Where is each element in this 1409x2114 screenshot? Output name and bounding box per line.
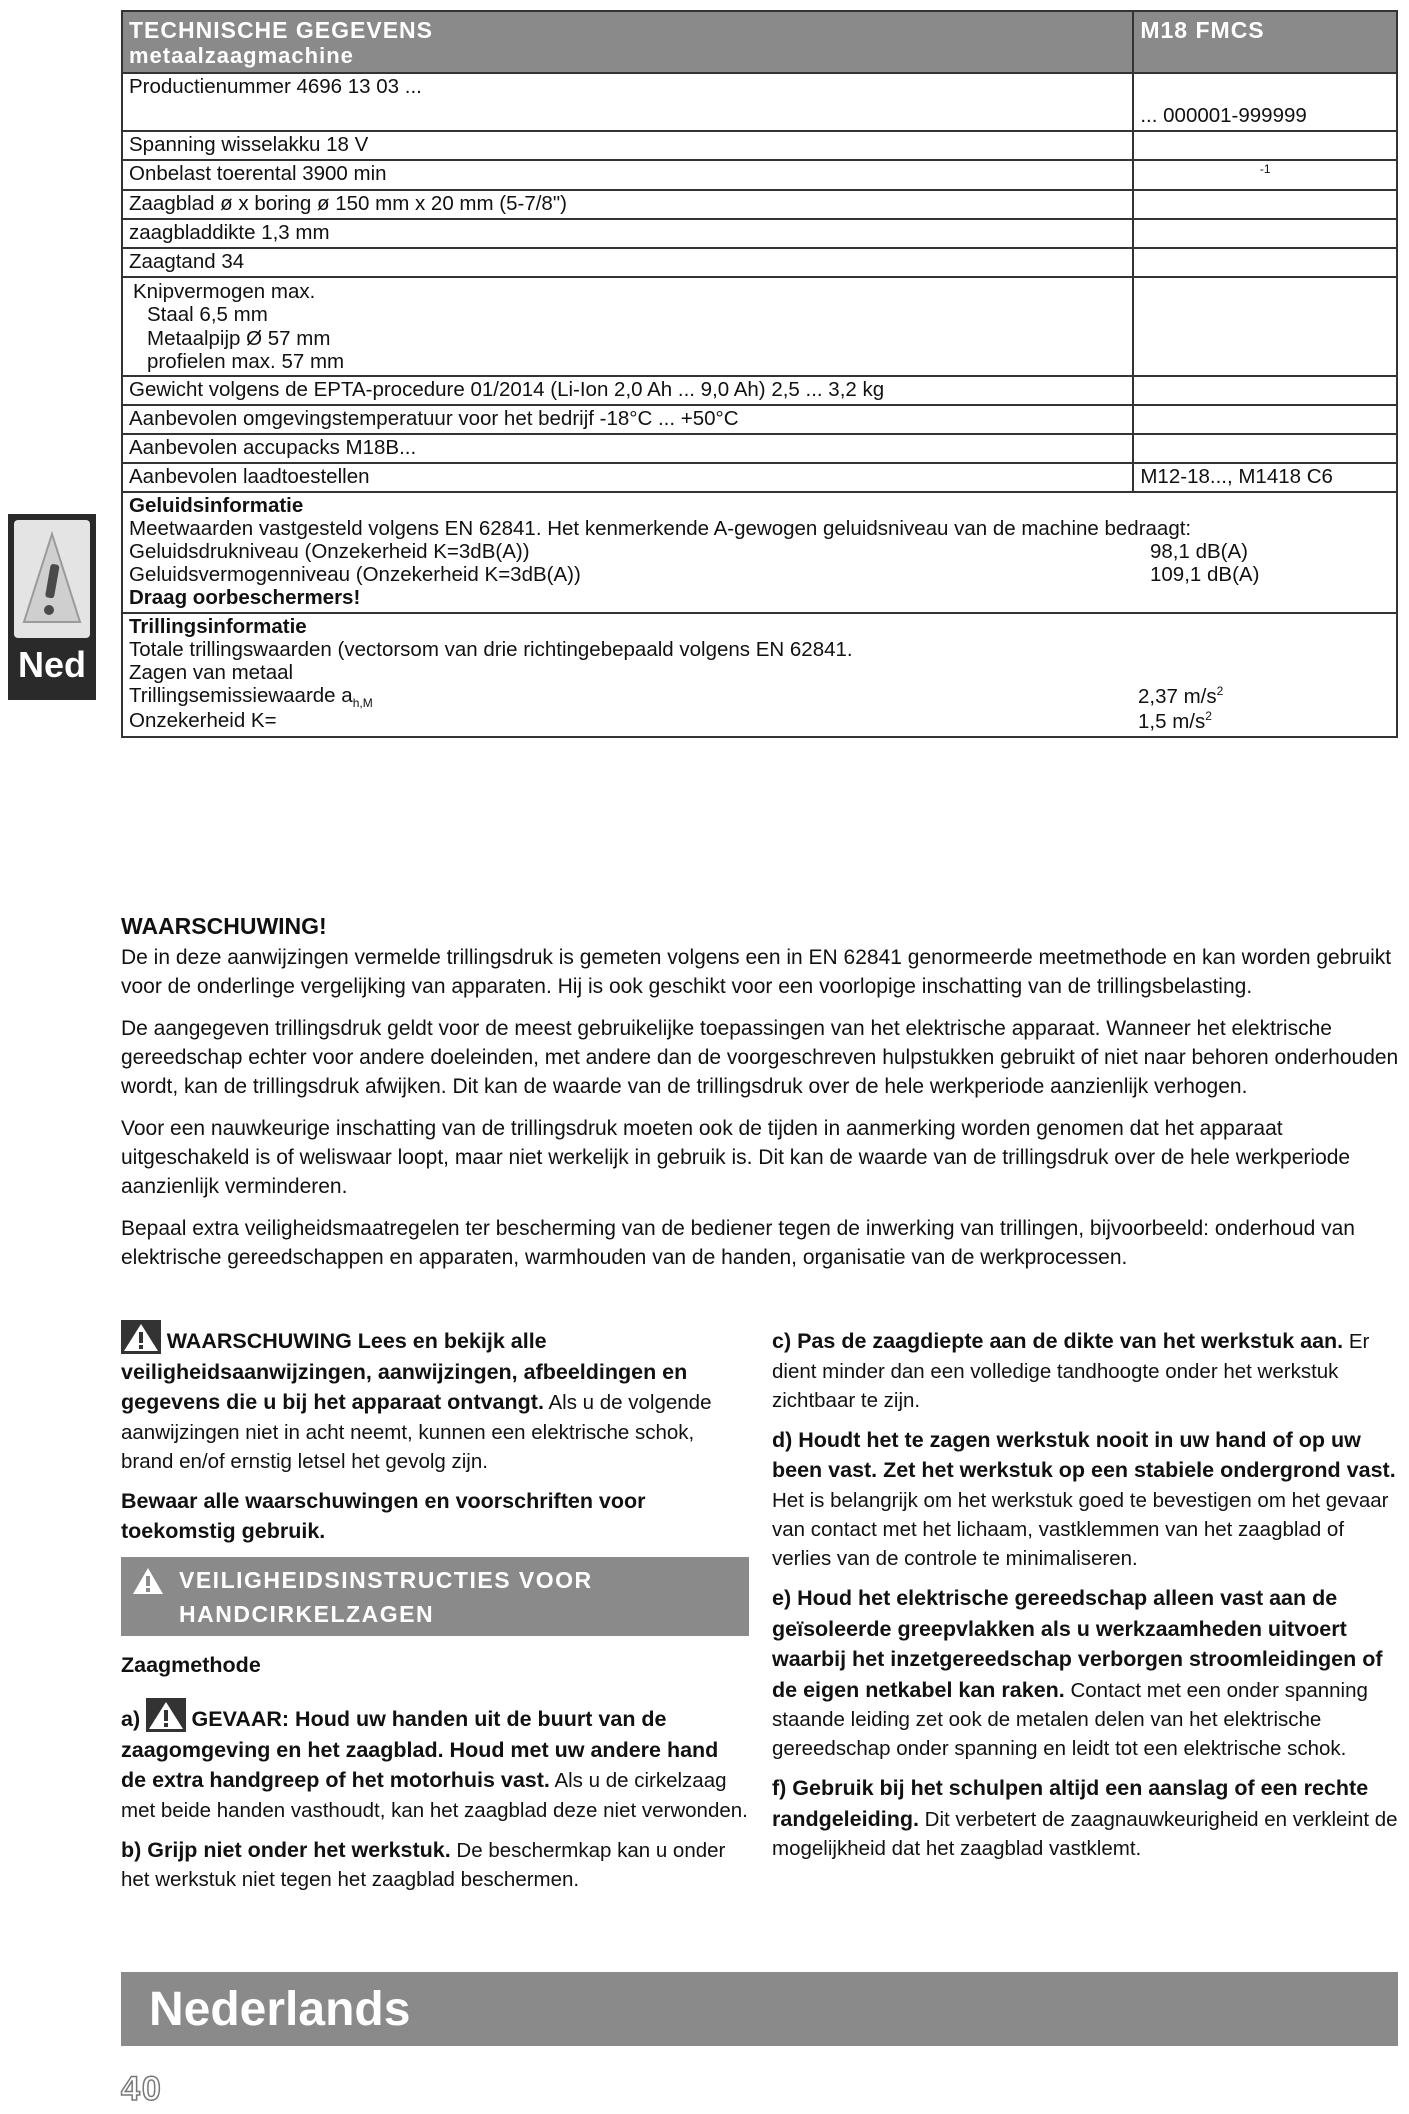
table-header-row	[122, 11, 1397, 73]
vibration-emission-row: Trillingsemissiewaarde $a_{h,M}$ 2,37 $m/s^2$	[129, 683, 1224, 710]
vibration-intro: Totale trillingswaarden (vectorsom van drie richtingebepaald volgens EN 62841.	[129, 637, 853, 661]
warning-triangle-icon	[121, 1320, 161, 1354]
ear-protection-notice: Draag oorbeschermers!	[129, 586, 361, 610]
safety-section-title-1: VEILIGHEIDSINSTRUCTIES VOOR	[179, 1566, 593, 1593]
table-row	[122, 463, 1397, 492]
weight-spec: Gewicht volgens de EPTA-procedure 01/2014 (Li-Ion 2,0 Ah ... 9,0 Ah) 2,5 ... 3,2 kg	[122, 376, 1133, 405]
instruction-f-text: Dit verbetert de zaagnauwkeurigheid en verkleint de mogelijkheid dat het zaagblad vastklemt.	[772, 1807, 1398, 1861]
table-row	[122, 248, 1397, 277]
warning-paragraph-4: Bepaal extra veiligheidsmaatregelen ter bescherming van de bediener tegen de inwerking van trillingen, bijvoorbeeld: onderhoud van elektrische gereedschappen en apparaten, warmhouden van de handen, organisatie van de werkprocessen.	[121, 1217, 1355, 1269]
table-row	[122, 131, 1397, 160]
safety-left-column	[121, 1320, 749, 1905]
instruction-d	[772, 1425, 1402, 1573]
instruction-c-text: Er dient minder dan een volledige tandhoogte onder het werkstuk zichtbaar te zijn.	[772, 1330, 1370, 1412]
noise-intro: Meetwaarden vastgesteld volgens EN 62841. Het kenmerkende A-gewogen geluidsniveau van de machine bedraagt:	[129, 517, 1192, 541]
instruction-b-bold: b) Grijp niet onder het werkstuk.	[121, 1837, 451, 1862]
vibration-sawing-metal: Zagen van metaal	[129, 660, 294, 684]
vibration-section	[122, 613, 1397, 737]
table-row	[122, 160, 1397, 190]
warning-paragraph-2: De aangegeven trillingsdruk geldt voor de meest gebruikelijke toepassingen van het elektrische apparaat. Wanneer het elektrische gereedschap echter voor andere doeleinden, met andere dan de voorgeschreven hulpstukken gebruikt of niet naar behoren onderhouden wordt, kan de trillingsdruk afwijken. Dit kan de waarde van de trillingsdruk over de hele werkperiode aanzienlijk verhogen.	[121, 1017, 1399, 1098]
warning-triangle-icon	[131, 1566, 165, 1596]
noise-power-value: 109,1 dB(A)	[1150, 563, 1260, 587]
instruction-a-bold: GEVAAR: Houd uw handen uit de buurt van de zaagomgeving en het zaagblad. Houd met uw andere hand de extra handgreep of het motorhuis vast.	[121, 1707, 719, 1793]
cut-pipe: Metaalpijp Ø 57 mm	[147, 326, 331, 350]
vibration-title: Trillingsinformatie	[129, 614, 307, 638]
vibration-uncertainty-label: Onzekerheid K=	[129, 709, 277, 733]
sawing-method-heading: Zaagmethode	[121, 1652, 261, 1677]
safety-section-title-2: HANDCIRKELZAGEN	[179, 1601, 435, 1628]
page-number: 40	[121, 2070, 163, 2108]
instruction-a: a) GEVAAR: Houd uw handen uit de buurt van de zaagomgeving en het zaagblad. Houd met uw andere hand de extra handgreep of het motorhuis vast. Als u de cirkelzaag met beide handen vasthoudt, kan het zaagblad deze niet verwonden.	[121, 1698, 749, 1825]
instruction-b	[121, 1835, 749, 1895]
language-side-tab	[8, 514, 96, 700]
noise-section	[122, 492, 1397, 613]
warning-paragraph-3: Voor een nauwkeurige inschatting van de trillingsdruk moeten ook de tijden in aanmerking worden genomen dat het apparaat uitgeschakeld is of weliswaar loopt, maar niet werkelijk in gebruik is. Dit kan de waarde van de trillingsdruk over de hele werkperiode aanzienlijk verminderen.	[121, 1117, 1351, 1198]
instruction-c	[772, 1326, 1402, 1415]
vibration-emission-subscript: h,M	[352, 695, 373, 710]
voltage-spec: Spanning wisselakku 18 V	[122, 131, 1133, 160]
keep-instructions: Bewaar alle waarschuwingen en voorschriften voor toekomstig gebruik.	[121, 1488, 646, 1544]
warning-paragraph-1: De in deze aanwijzingen vermelde trillingsdruk is gemeten volgens een in EN 62841 genormeerde meetmethode en kan worden gebruikt voor de onderlinge vergelijking van apparaten. Hij is ook geschikt voor een voorlopige inschatting van de trillingsbelasting.	[121, 946, 1392, 998]
general-warning	[121, 1320, 749, 1476]
vibration-emission-label: Trillingsemissiewaarde a	[129, 683, 353, 707]
language-footer-band	[121, 1972, 1398, 2046]
cut-profile: profielen max. 57 mm	[147, 350, 345, 374]
exclamation-icon	[22, 530, 82, 626]
temperature-spec: Aanbevolen omgevingstemperatuur voor het bedrijf -18°C ... +50°C	[122, 405, 1133, 434]
blade-thickness-spec: zaagbladdikte 1,3 mm	[122, 219, 1133, 248]
blade-spec: Zaagblad ø x boring ø 150 mm x 20 mm (5-7/8")	[122, 190, 1133, 219]
table-row	[122, 376, 1397, 405]
noise-title: Geluidsinformatie	[129, 494, 304, 518]
noise-power-row	[129, 564, 1390, 587]
warning-triangle-icon	[146, 1698, 186, 1732]
noise-pressure-value: 98,1 dB(A)	[1150, 540, 1248, 564]
instruction-d-bold: d) Houdt het te zagen werkstuk nooit in uw hand of op uw been vast. Zet het werkstuk op een stabiele ondergrond vast.	[772, 1427, 1396, 1483]
instruction-a-text: Als u de cirkelzaag met beide handen vasthoudt, kan het zaagblad deze niet verwonden.	[121, 1769, 748, 1822]
general-warning-bold: WAARSCHUWING Lees en bekijk alle veiligheidsaanwijzingen, aanwijzingen, afbeeldingen en gegevens die u bij het apparaat ontvangt.	[121, 1329, 688, 1415]
table-row	[122, 190, 1397, 219]
battery-packs-spec: Aanbevolen accupacks M18B...	[122, 434, 1133, 463]
table-row	[122, 219, 1397, 248]
instruction-b-text: De beschermkap kan u onder het werkstuk niet tegen het zaagblad beschermen.	[121, 1838, 726, 1892]
noise-power-label: Geluidsvermogenniveau (Onzekerheid K=3dB(A))	[129, 563, 581, 587]
product-number-value: ... 000001-999999	[1133, 73, 1397, 131]
speed-spec: Onbelast toerental 3900 min	[122, 160, 1133, 190]
instruction-f	[772, 1773, 1402, 1863]
warning-heading: WAARSCHUWING!	[121, 913, 327, 939]
language-tab-label: Ned	[17, 644, 86, 685]
warning-graphic	[14, 520, 90, 638]
chargers-value: M12-18..., M1418 C6	[1133, 463, 1397, 492]
language-footer-label: Nederlands	[149, 1983, 411, 2036]
table-subtitle: metaalzaagmachine	[129, 42, 354, 68]
noise-pressure-label: Geluidsdrukniveau (Onzekerheid K=3dB(A))	[129, 540, 530, 564]
model-name: M18 FMCS	[1133, 11, 1397, 73]
vibration-uncertainty-value: 1,5 m/s	[1138, 710, 1206, 734]
product-number-label: Productienummer 4696 13 03 ...	[122, 73, 1133, 131]
cutting-capacity	[122, 277, 1133, 376]
safety-right-column	[772, 1326, 1402, 1874]
general-warning-text: Als u de volgende aanwijzingen niet in acht neemt, kunnen een elektrische schok, brand en/of ernstig letsel het gevolg zijn.	[121, 1391, 712, 1473]
table-row	[122, 73, 1397, 131]
cut-steel: Staal 6,5 mm	[147, 303, 268, 327]
instruction-e-bold: e) Houd het elektrische gereedschap alleen vast aan de geïsoleerde greepvlakken als u werkzaamheden uitvoert waarbij het inzetgereedschap verborgen stroomleidingen of de eigen netkabel kan raken.	[772, 1586, 1383, 1702]
table-row	[122, 434, 1397, 463]
cut-capacity-title: Knipvermogen max.	[133, 279, 316, 303]
table-row	[122, 405, 1397, 434]
vibration-uncertainty-row: Onzekerheid K= 1,5 $m/s^2$	[129, 709, 1212, 734]
chargers-label: Aanbevolen laadtoestellen	[122, 463, 1133, 492]
safety-section-band	[121, 1557, 749, 1636]
vibration-emission-value: 2,37 m/s	[1138, 684, 1217, 708]
table-row	[122, 277, 1397, 376]
instruction-e	[772, 1583, 1402, 1763]
noise-pressure-row	[129, 541, 1390, 564]
table-title: TECHNISCHE GEGEVENS	[129, 17, 433, 43]
instruction-d-text: Het is belangrijk om het werkstuk goed te bevestigen om het gevaar van contact met het lichaam, vastklemmen van het zaagblad of verlies van de controle te minimaliseren.	[772, 1488, 1389, 1570]
instruction-e-text: Contact met een onder spanning staande leiding zet ook de metalen delen van het elektrische gereedschap onder spanning en leidt tot een elektrische schok.	[772, 1678, 1368, 1761]
instruction-c-bold: c) Pas de zaagdiepte aan de dikte van het werkstuk aan.	[772, 1329, 1344, 1353]
technical-data-table	[121, 10, 1398, 738]
instruction-f-bold: f) Gebruik bij het schulpen altijd een aanslag of een rechte randgeleiding.	[772, 1776, 1369, 1831]
teeth-spec: Zaagtand 34	[122, 248, 1133, 277]
speed-unit-superscript: -1	[1259, 162, 1271, 177]
